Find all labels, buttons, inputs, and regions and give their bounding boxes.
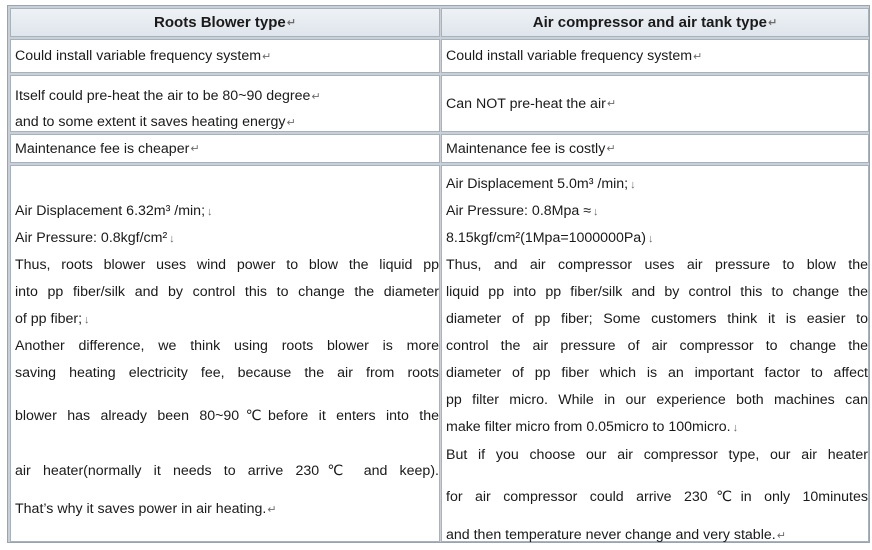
paragraph-mark: ↵ — [311, 91, 321, 103]
linebreak-mark: ↓ — [732, 422, 739, 434]
cell-line: Can NOT pre-heat the air ↵ — [446, 95, 617, 112]
cell-line: diameter of pp fiber; Some customers think it is easier to — [446, 311, 868, 327]
linebreak-mark: ↓ — [84, 314, 90, 326]
linebreak-mark: ↓ — [647, 233, 654, 245]
cell-line: Thus, roots blower uses wind power to blow the liquid pp — [15, 257, 439, 273]
table-cell — [10, 75, 440, 132]
cell-line: into pp fiber/silk and by control this to change the diameter — [15, 284, 439, 300]
header-text: Roots Blower type — [154, 14, 286, 31]
linebreak-mark: ↓ — [207, 206, 213, 218]
table-cell — [441, 165, 869, 542]
paragraph-mark: ↵ — [190, 143, 200, 155]
cell-line: Another difference, we think using roots blower is more — [15, 338, 439, 354]
paragraph-mark: ↵ — [776, 530, 786, 542]
paragraph-mark: ↵ — [262, 50, 272, 63]
paragraph-mark: ↵ — [693, 50, 703, 63]
cell-line: Maintenance fee is costly ↵ — [446, 140, 616, 157]
cell-line: Air Pressure: 0.8kgf/cm² ↓ — [15, 230, 175, 246]
paragraph-mark: ↵ — [768, 17, 778, 29]
cell-line: But if you choose our air compressor type, our air heater — [446, 447, 868, 463]
linebreak-mark: ↓ — [593, 206, 599, 218]
paragraph-mark: ↵ — [286, 17, 296, 29]
paragraph-mark: ↵ — [286, 117, 296, 129]
cell-line: saving heating electricity fee, because the air from roots — [15, 365, 439, 381]
cell-line: Air Displacement 6.32m³ /min; ↓ — [15, 203, 213, 219]
cell-line: 8.15kgf/cm²(1Mpa=1000000Pa) ↓ — [446, 230, 654, 246]
cell-line: make filter micro from 0.05micro to 100micro. ↓ — [446, 419, 739, 435]
cell-line: blower has already been 80~90℃before it enters into the — [15, 408, 439, 424]
table-cell — [10, 134, 440, 163]
cell-line: for air compressor could arrive 230℃in only 10minutes — [446, 489, 868, 505]
cell-line: Thus, and air compressor uses air pressure to blow the — [446, 257, 868, 273]
cell-line: That’s why it saves power in air heating.↵ — [15, 501, 277, 517]
comparison-table — [7, 5, 870, 543]
cell-line: and to some extent it saves heating energy↵ — [15, 114, 296, 130]
linebreak-mark: ↓ — [630, 179, 636, 191]
linebreak-mark: ↓ — [169, 233, 175, 245]
cell-line: of pp fiber; ↓ — [15, 311, 90, 327]
cell-line: air heater(normally it needs to arrive 230℃ and keep). — [15, 463, 439, 479]
header-air-compressor — [441, 8, 869, 37]
cell-line: diameter of pp fiber which is an important factor to affect — [446, 365, 868, 381]
header-roots-blower — [10, 8, 440, 37]
cell-line: Air Displacement 5.0m³ /min; ↓ — [446, 176, 636, 192]
table-cell — [441, 39, 869, 73]
cell-line: Itself could pre-heat the air to be 80~90 degree↵ — [15, 88, 321, 104]
cell-line: Could install variable frequency system ↵ — [446, 48, 703, 64]
paragraph-mark: ↵ — [606, 143, 616, 155]
cell-line: Air Pressure: 0.8Mpa ≈ ↓ — [446, 203, 599, 219]
table-cell — [10, 165, 440, 542]
table-cell — [441, 75, 869, 132]
paragraph-mark: ↵ — [267, 504, 277, 516]
paragraph-mark: ↵ — [606, 98, 617, 110]
cell-line: control the air pressure of air compressor to change the — [446, 338, 868, 354]
cell-line: pp filter micro. While in our experience both machines can — [446, 392, 868, 408]
table-cell — [441, 134, 869, 163]
cell-line: Could install variable frequency system ↵ — [15, 48, 272, 64]
table-cell — [10, 39, 440, 73]
cell-line: liquid pp into pp fiber/silk and by control this to change the — [446, 284, 868, 300]
cell-line: and then temperature never change and very stable.↵ — [446, 527, 786, 543]
header-text: Air compressor and air tank type — [532, 14, 768, 31]
cell-line: Maintenance fee is cheaper ↵ — [15, 140, 200, 157]
